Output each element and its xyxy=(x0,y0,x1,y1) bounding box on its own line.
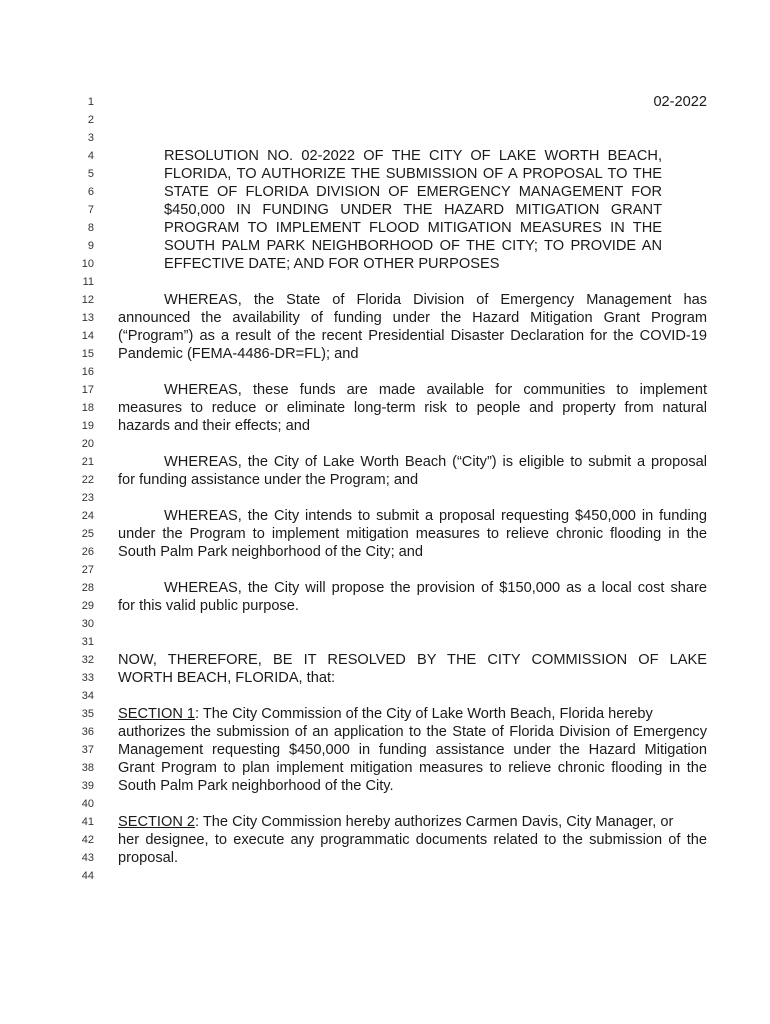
title-line: FLORIDA, TO AUTHORIZE THE SUBMISSION OF A PROPOSAL TO THE xyxy=(164,166,662,182)
line-number: 7 xyxy=(87,204,94,216)
section-text: : The City Commission hereby authorizes Carmen Davis, City Manager, or xyxy=(195,814,674,830)
title-line: EFFECTIVE DATE; AND FOR OTHER PURPOSES xyxy=(164,256,500,272)
section-heading: SECTION 1 xyxy=(118,706,196,722)
line-number: 34 xyxy=(81,690,94,702)
paragraph-line: her designee, to execute any programmatic documents related to the submission of the xyxy=(118,832,707,848)
paragraph-line: WHEREAS, these funds are made available for communities to implement xyxy=(164,382,707,398)
title-line: SOUTH PALM PARK NEIGHBORHOOD OF THE CITY; TO PROVIDE AN xyxy=(164,238,662,254)
paragraph-line: for funding assistance under the Program; and xyxy=(118,472,419,488)
line-number: 43 xyxy=(81,852,94,864)
line-number: 9 xyxy=(87,240,94,252)
paragraph-line: Grant Program to plan implement mitigation measures to relieve chronic flooding in the xyxy=(118,760,707,776)
paragraph-line: hazards and their effects; and xyxy=(118,418,311,434)
paragraph-line: proposal. xyxy=(118,850,179,866)
line-number: 17 xyxy=(81,384,94,396)
line-number: 23 xyxy=(81,492,94,504)
line-number: 14 xyxy=(81,330,94,342)
paragraph-line: (“Program”) as a result of the recent Presidential Disaster Declaration for the COVID-19 xyxy=(118,328,707,344)
line-number: 35 xyxy=(81,708,94,720)
line-number: 3 xyxy=(87,132,94,144)
paragraph-line: under the Program to implement mitigation measures to relieve chronic flooding in the xyxy=(118,526,707,542)
title-line: RESOLUTION NO. 02-2022 OF THE CITY OF LAKE WORTH BEACH, xyxy=(164,148,662,164)
line-number: 38 xyxy=(81,762,94,774)
line-number: 11 xyxy=(82,276,94,288)
line-number: 13 xyxy=(81,312,94,324)
line-number: 31 xyxy=(81,636,94,648)
line-number: 28 xyxy=(81,582,94,594)
paragraph-line: authorizes the submission of an application to the State of Florida Division of Emergency xyxy=(118,724,707,740)
line-number: 41 xyxy=(81,816,94,828)
paragraph-line: WHEREAS, the City intends to submit a proposal requesting $450,000 in funding xyxy=(164,508,707,524)
paragraph-line: Management requesting $450,000 in funding assistance under the Hazard Mitigation xyxy=(118,742,707,758)
line-number: 32 xyxy=(81,654,94,666)
paragraph-line: WORTH BEACH, FLORIDA, that: xyxy=(118,670,336,686)
line-number: 22 xyxy=(81,474,94,486)
paragraph-line: Pandemic (FEMA-4486-DR=FL); and xyxy=(118,346,359,362)
line-number: 24 xyxy=(81,510,94,522)
section-first-line xyxy=(118,813,707,831)
title-line: STATE OF FLORIDA DIVISION OF EMERGENCY MANAGEMENT FOR xyxy=(164,184,662,200)
line-number: 29 xyxy=(81,600,94,612)
paragraph-line: WHEREAS, the State of Florida Division of Emergency Management has xyxy=(164,292,707,308)
paragraph-line: for this valid public purpose. xyxy=(118,598,299,614)
line-number: 44 xyxy=(81,870,94,882)
paragraph-line: South Palm Park neighborhood of the City. xyxy=(118,778,394,794)
line-number: 15 xyxy=(81,348,94,360)
resolution-number: 02-2022 xyxy=(653,94,707,110)
line-number: 8 xyxy=(87,222,94,234)
paragraph-line: South Palm Park neighborhood of the City; and xyxy=(118,544,424,560)
line-number: 27 xyxy=(81,564,94,576)
title-line: PROGRAM TO IMPLEMENT FLOOD MITIGATION MEASURES IN THE xyxy=(164,220,662,236)
line-number: 42 xyxy=(81,834,94,846)
line-number: 33 xyxy=(81,672,94,684)
line-number: 20 xyxy=(81,438,94,450)
paragraph-line: announced the availability of funding under the Hazard Mitigation Grant Program xyxy=(118,310,707,326)
line-number: 40 xyxy=(81,798,94,810)
line-number: 16 xyxy=(81,366,94,378)
title-line: $450,000 IN FUNDING UNDER THE HAZARD MITIGATION GRANT xyxy=(164,202,662,218)
line-number: 12 xyxy=(81,294,94,306)
line-number: 37 xyxy=(81,744,94,756)
line-number: 19 xyxy=(81,420,94,432)
line-number: 6 xyxy=(87,186,94,198)
line-number: 39 xyxy=(81,780,94,792)
section-text: : The City Commission of the City of Lake Worth Beach, Florida hereby xyxy=(195,706,653,722)
line-number: 5 xyxy=(87,168,94,180)
section-heading: SECTION 2 xyxy=(118,814,196,830)
line-number: 4 xyxy=(87,150,94,162)
line-number: 26 xyxy=(81,546,94,558)
line-number: 1 xyxy=(87,96,94,108)
line-number: 36 xyxy=(81,726,94,738)
section-first-line xyxy=(118,705,707,723)
paragraph-line: NOW, THEREFORE, BE IT RESOLVED BY THE CITY COMMISSION OF LAKE xyxy=(118,652,707,668)
paragraph-line: measures to reduce or eliminate long-term risk to people and property from natural xyxy=(118,400,707,416)
line-number: 10 xyxy=(81,258,94,270)
line-number: 2 xyxy=(87,114,94,126)
line-number: 21 xyxy=(81,456,94,468)
paragraph-line: WHEREAS, the City will propose the provision of $150,000 as a local cost share xyxy=(164,580,707,596)
paragraph-line: WHEREAS, the City of Lake Worth Beach (“City”) is eligible to submit a proposal xyxy=(164,454,707,470)
line-number: 25 xyxy=(81,528,94,540)
line-number: 30 xyxy=(81,618,94,630)
line-number: 18 xyxy=(81,402,94,414)
